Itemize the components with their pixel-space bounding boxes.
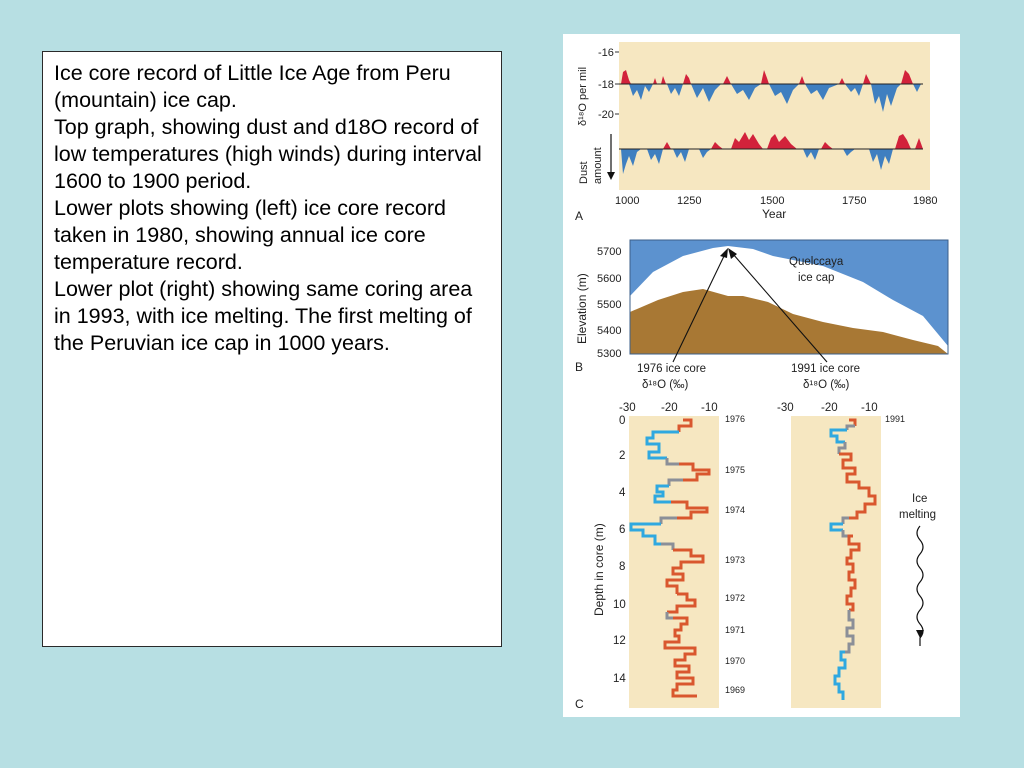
figure-svg — [563, 34, 960, 717]
ice-melting-label-line2: melting — [899, 509, 937, 521]
year-1972: 1972 — [725, 593, 746, 603]
ice-cap-label-line2: ice cap — [798, 272, 835, 284]
panel-a-xlabel: Year — [762, 207, 787, 221]
panel-a-letter: A — [575, 209, 584, 223]
depth-tick-14: 14 — [613, 673, 626, 685]
panel-a — [575, 42, 937, 223]
panel-a-xtick-1250: 1250 — [677, 195, 702, 207]
year-1971: 1971 — [725, 625, 746, 635]
depth-tick-0: 0 — [619, 415, 626, 427]
dust-arrow-head — [607, 172, 615, 180]
panel-b — [575, 240, 948, 391]
ice-core-figure — [563, 34, 960, 717]
ice-melting-wavy-arrow — [917, 526, 923, 646]
c-left-xtick-10: -10 — [701, 402, 718, 414]
c-left-xtick-30: -30 — [619, 402, 636, 414]
ice-cap-label-line1: Quelccaya — [789, 256, 844, 268]
panel-a-ytick-18: -18 — [598, 79, 614, 91]
depth-tick-8: 8 — [619, 561, 626, 573]
panel-b-ytick-5300: 5300 — [597, 348, 622, 360]
panel-a-xtick-1500: 1500 — [760, 195, 785, 207]
panel-a-xtick-1000: 1000 — [615, 195, 640, 207]
panel-c-letter: C — [575, 697, 584, 711]
core-1976-unit: δ¹⁸O (‰) — [642, 379, 689, 391]
depth-tick-4: 4 — [619, 487, 626, 499]
panel-a-ylabel-d18o: δ¹⁸O per mil — [577, 66, 589, 126]
panel-c — [575, 402, 936, 711]
paragraph-lower-right: Lower plot (right) showing same coring area in 1993, with ice melting. The first melting of the Peruvian ice cap in 1000 years. — [54, 277, 473, 355]
year-1973: 1973 — [725, 555, 746, 565]
panel-c-ylabel: Depth in core (m) — [592, 523, 606, 616]
panel-a-ytick-20: -20 — [598, 109, 614, 121]
core-1991-label: 1991 ice core — [791, 363, 861, 375]
year-1969: 1969 — [725, 685, 746, 695]
core-1991-background — [791, 416, 881, 708]
panel-a-ylabel-amount: amount — [592, 147, 604, 184]
panel-a-ylabel-dust: Dust — [578, 161, 590, 184]
c-left-xtick-20: -20 — [661, 402, 678, 414]
year-1975: 1975 — [725, 465, 746, 475]
c-right-xtick-20: -20 — [821, 402, 838, 414]
core-1976-label: 1976 ice core — [637, 363, 707, 375]
panel-b-ytick-5700: 5700 — [597, 246, 622, 258]
panel-a-background — [619, 42, 930, 190]
ice-melting-label-line1: Ice — [912, 493, 928, 505]
paragraph-lower-left: Lower plots showing (left) ice core record taken in 1980, showing annual ice core temperature record. — [54, 196, 446, 274]
text-panel — [42, 51, 502, 647]
panel-b-ylabel: Elevation (m) — [575, 273, 589, 344]
panel-b-ytick-5400: 5400 — [597, 325, 622, 337]
panel-a-xtick-1750: 1750 — [842, 195, 867, 207]
year-1974: 1974 — [725, 505, 746, 515]
panel-b-ytick-5500: 5500 — [597, 299, 622, 311]
panel-b-ytick-5600: 5600 — [597, 273, 622, 285]
paragraph-intro: Ice core record of Little Ice Age from Peru (mountain) ice cap. — [54, 61, 451, 112]
depth-tick-10: 10 — [613, 599, 626, 611]
depth-tick-12: 12 — [613, 635, 626, 647]
panel-a-ytick-16: -16 — [598, 47, 614, 59]
panel-b-letter: B — [575, 360, 584, 374]
year-1970: 1970 — [725, 656, 746, 666]
paragraph-top-graph: Top graph, showing dust and d18O record of low temperatures (high winds) during interval 1600 to 1900 period. — [54, 115, 482, 193]
panel-a-xtick-1980: 1980 — [913, 195, 938, 207]
year-1976: 1976 — [725, 414, 746, 424]
depth-tick-6: 6 — [619, 524, 626, 536]
c-right-xtick-30: -30 — [777, 402, 794, 414]
core-1991-unit: δ¹⁸O (‰) — [803, 379, 850, 391]
c-right-xtick-10: -10 — [861, 402, 878, 414]
depth-tick-2: 2 — [619, 450, 626, 462]
year-1991: 1991 — [885, 414, 906, 424]
